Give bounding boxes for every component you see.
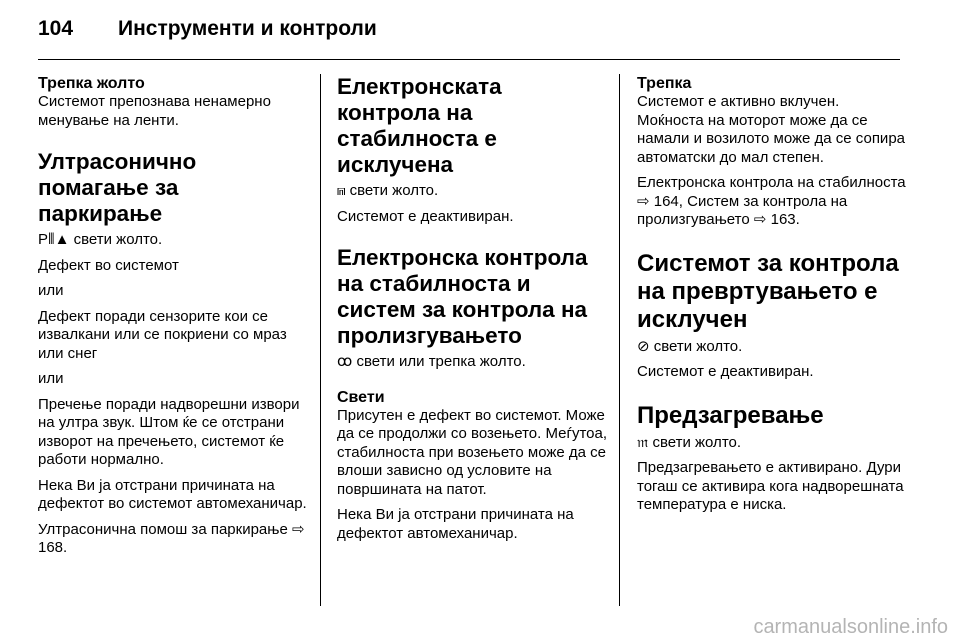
heading-blink: Трепка: [637, 75, 692, 92]
glow-plug-icon: 𝔪: [637, 433, 649, 451]
text-esp-off-lights: [337, 182, 607, 201]
text-park-lights: [38, 231, 308, 250]
text-system-defect: Дефект во системот: [38, 256, 179, 274]
heading-esp-off: Електронската контрола на стабилноста е исклучена: [337, 74, 502, 177]
column-2: [337, 74, 607, 550]
text-rollover-deactivated: Системот е деактивиран.: [637, 363, 814, 380]
esp-ref-link[interactable]: 164, Систем за контрола на пролизгувањето: [637, 192, 848, 228]
text-or-1: или: [38, 282, 64, 299]
text-lit-defect: Присутен е дефект во системот. Може да се продолжи со возењето. Меѓутоа, стабилноста при возењето може да се влоши зависно од условите на површината на патот.: [337, 406, 607, 498]
page-ref-arrow-icon: ⇨: [291, 520, 305, 538]
column-divider-1: [320, 74, 321, 606]
parking-ref-label: Ултрасонична помош за паркирање: [38, 520, 288, 538]
heading-parking-assist: Ултрасонично помагање за паркирање: [38, 149, 197, 226]
esp-off-icon: ⩎: [337, 182, 346, 199]
parking-ref-page-link[interactable]: 168.: [38, 539, 68, 556]
text-system-active: Системот е активно вклучен. Моќноста на моторот може да се намали и возилото може да се сопира автоматски до мал степен.: [637, 93, 906, 166]
text-remove-cause: Нека Ви ја отстрани причината на дефектот во системот автомеханичар.: [38, 476, 307, 512]
text-preheat-lights-label: свети жолто.: [652, 433, 742, 451]
page-ref-arrow-icon: ⇨: [637, 192, 650, 210]
heading-rollover-off: Системот за контрола на превртувањето е исклучен: [637, 249, 899, 333]
heading-preheating: Предзагревање: [637, 401, 824, 429]
text-lane-change: Системот препознава ненамерно менување на ленти.: [38, 93, 271, 129]
text-esp-ref: [637, 174, 907, 230]
text-interference: Пречење поради надворешни извори на ултра звук. Штом ќе се отстрани изворот на пречењето, системот ќе работи нормално.: [38, 395, 300, 468]
esp-traction-icon: ꝏ: [337, 353, 353, 370]
text-esp-off-deactivated: Системот е деактивиран.: [337, 207, 514, 225]
text-preheat-lights: [637, 434, 907, 453]
text-or-2: или: [38, 370, 64, 387]
column-divider-2: [619, 74, 620, 606]
text-esp-tc-lights: [337, 353, 607, 372]
column-1: [38, 74, 308, 565]
heading-lit: Свети: [337, 388, 385, 406]
text-esp-tc-lights-label: свети или трепка жолто.: [356, 353, 526, 370]
text-rollover-lights-label: свети жолто.: [653, 337, 743, 355]
rollover-off-icon: ⊘: [637, 337, 650, 355]
page-header: [38, 14, 900, 44]
watermark: carmanualsonline.info: [753, 616, 948, 638]
column-3: [637, 74, 907, 522]
traction-ref-link[interactable]: 163.: [770, 211, 800, 228]
page-number: 104: [38, 17, 74, 40]
text-rollover-lights: [637, 338, 907, 357]
text-park-lights-label: свети жолто.: [73, 231, 163, 248]
parking-assist-icon: P⦀▲: [38, 231, 70, 248]
text-esp-off-lights-label: свети жолто.: [349, 182, 439, 199]
page-title: Инструменти и контроли: [118, 17, 377, 40]
text-preheat-active: Предзагревањето е активирано. Дури тогаш се активира кога надворешната температура е ниска.: [637, 459, 904, 513]
text-parking-ref: [38, 521, 308, 558]
esp-ref-label: Електронска контрола на стабилноста: [637, 174, 906, 191]
text-sensors-dirty: Дефект поради сензорите кои се извалкани или се покриени со мраз или снег: [38, 307, 287, 362]
text-remove-cause: Нека Ви ја отстрани причината на дефектот автомеханичар.: [337, 506, 574, 542]
page-ref-arrow-icon: ⇨: [753, 211, 767, 228]
heading-esp-traction: Електронска контрола на стабилноста и систем за контрола на пролизгувањето: [337, 245, 588, 348]
heading-blink-yellow: Трепка жолто: [38, 75, 145, 92]
header-divider: [38, 59, 900, 60]
